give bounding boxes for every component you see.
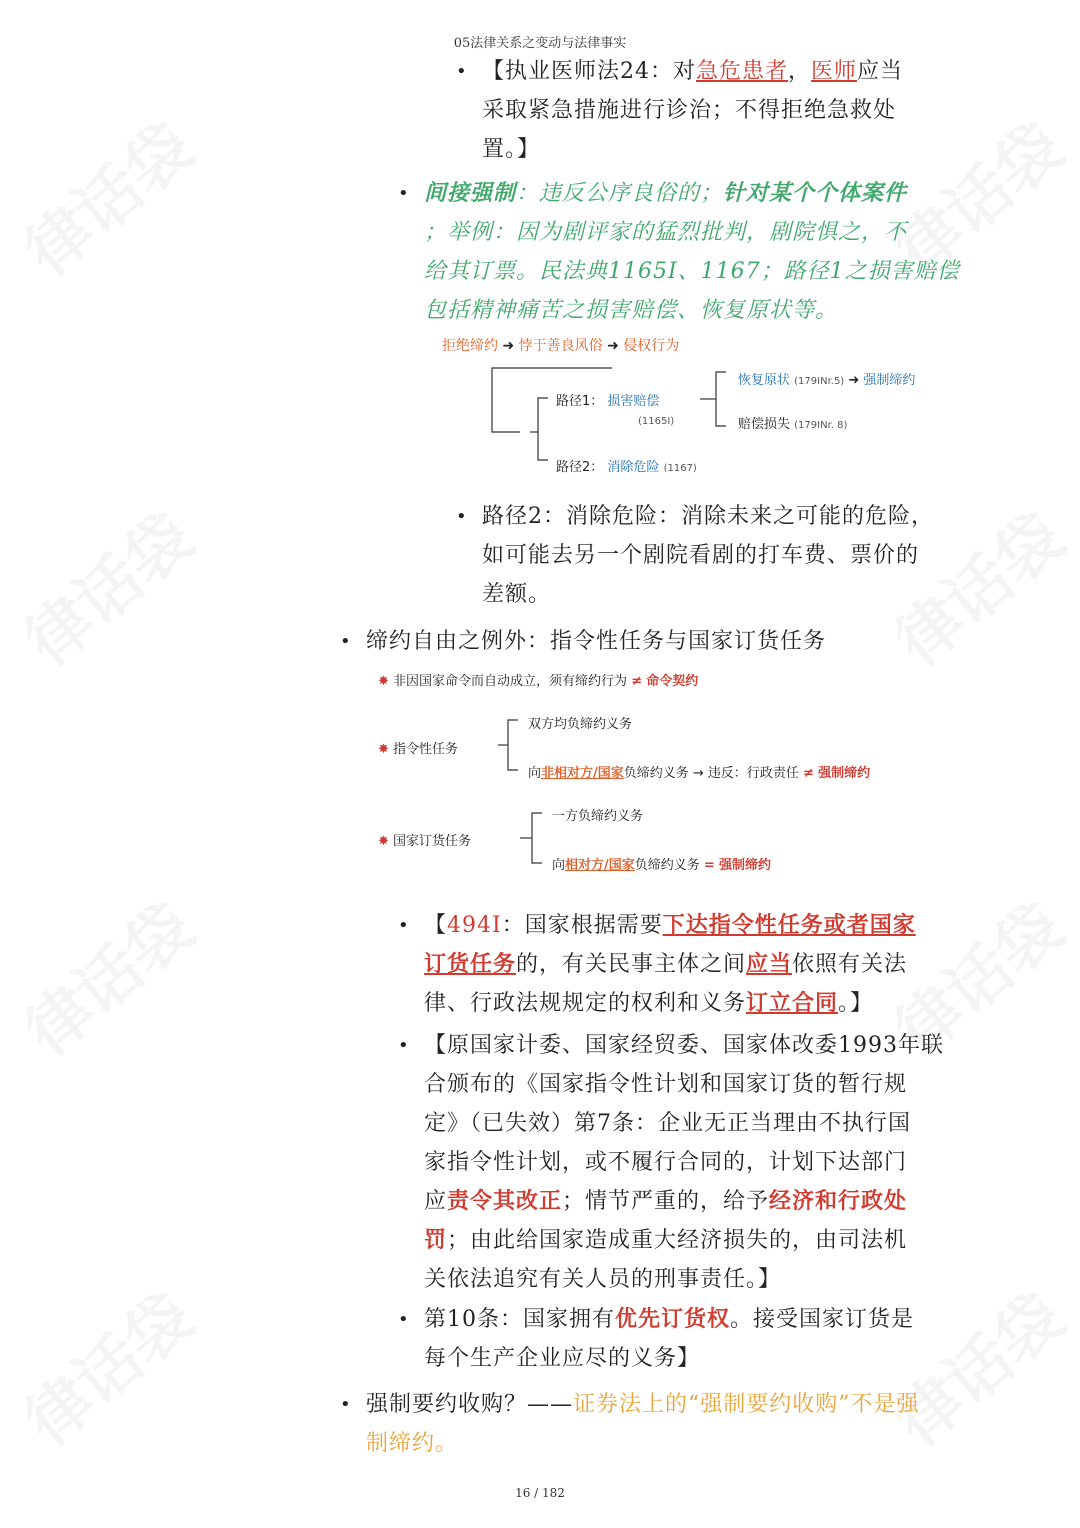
- highlight-text: 订货任务: [424, 951, 517, 977]
- line: 路径2：消除危险：消除未来之可能的危险，: [482, 504, 934, 529]
- bullet-path2: [456, 497, 982, 614]
- line: 家指令性计划，或不履行合同的，计划下达部门: [424, 1150, 908, 1175]
- restore-node: 恢复原状 (179INr.5) ➜ 强制缔约: [738, 373, 916, 388]
- watermark: [3, 99, 209, 293]
- bullet-dot: •: [398, 915, 410, 936]
- line: 每个生产企业应尽的义务】: [424, 1346, 701, 1371]
- watermark: [3, 879, 209, 1073]
- path2-label: 路径2： 消除危险 (1167): [556, 460, 697, 475]
- line: 制缔约。: [366, 1431, 459, 1456]
- line: 律、行政法规规定的权利和义务订立合同。】: [424, 990, 874, 1016]
- diagram-bracket-lines: [512, 805, 552, 875]
- bullet-indirect-compulsion: [398, 174, 1004, 330]
- line: 应责令其改正；情节严重的，给予经济和行政处: [424, 1188, 908, 1214]
- directive-label: ✸ 指令性任务: [378, 742, 459, 757]
- path1-ref: (1165I): [638, 416, 675, 427]
- line: 置。】: [482, 137, 541, 162]
- page-header: 05法律关系之变动与法律事实: [453, 36, 627, 51]
- bullet-dot: •: [398, 1309, 410, 1330]
- order-a: 一方负缔约义务: [552, 809, 644, 824]
- bullet-mandatory-tender: [340, 1385, 986, 1463]
- bullet-exceptions: [340, 622, 986, 661]
- star-icon: ✸: [378, 742, 389, 757]
- watermark: [3, 489, 209, 683]
- directive-b: 向非相对方/国家负缔约义务 → 违反：行政责任 ≠ 强制缔约: [528, 766, 871, 781]
- bullet-dot: •: [398, 183, 410, 204]
- directive-a: 双方均负缔约义务: [528, 717, 633, 732]
- line: 订货任务的，有关民事主体之间应当依照有关法: [424, 951, 908, 977]
- bullet-1993-regulation: [398, 1026, 1004, 1299]
- line: 【原国家计委、国家经贸委、国家体改委1993年联: [424, 1033, 944, 1058]
- bullet-494: [398, 906, 1004, 1023]
- page-number: 16 / 182: [515, 1486, 565, 1500]
- line: 给其订票。民法典1165I、1167；路径1之损害赔偿: [424, 259, 960, 284]
- line: 罚；由此给国家造成重大经济损失的，由司法机: [424, 1227, 908, 1253]
- star-icon: ✸: [378, 674, 389, 689]
- bullet-dot: •: [340, 1394, 352, 1415]
- line: 差额。: [482, 582, 552, 607]
- line: 合颁布的《国家指令性计划和国家订货的暂行规: [424, 1072, 908, 1097]
- diagram-top-flow: 拒绝缔约 ➜ 悖于善良风俗 ➜ 侵权行为: [442, 338, 680, 354]
- diagram-note: ✸ 非因国家命令而自动成立，须有缔约行为 ≠ 命令契约: [378, 674, 699, 689]
- bullet-dot: •: [456, 506, 468, 527]
- highlight-text: 订立合同: [746, 990, 839, 1016]
- highlight-text: 应当: [746, 951, 793, 977]
- bullet-dot: •: [340, 631, 352, 652]
- line: 第10条：国家拥有优先订货权。接受国家订货是: [424, 1306, 915, 1332]
- line: 间接强制：违反公序良俗的；针对某个个体案件: [424, 180, 908, 206]
- line: 【494I：国家根据需要下达指令性任务或者国家: [424, 912, 916, 938]
- highlight-text: 下达指令性任务或者国家: [662, 912, 916, 938]
- bullet-dot: •: [398, 1035, 410, 1056]
- line: 采取紧急措施进行诊治；不得拒绝急救处: [482, 98, 897, 123]
- line: 如可能去另一个剧院看剧的打车费、票价的: [482, 543, 920, 568]
- line: 包括精神痛苦之损害赔偿、恢复原状等。: [424, 298, 839, 323]
- bullet-article10: [398, 1300, 1004, 1378]
- highlight-text: 急危患者: [696, 59, 789, 84]
- bullet-medical-law: [456, 52, 982, 169]
- line: 关依法追究有关人员的刑事责任。】: [424, 1267, 782, 1292]
- line: 强制要约收购？——证券法上的“强制要约收购”不是强: [366, 1392, 920, 1417]
- bullet-dot: •: [456, 61, 468, 82]
- line: 定》（已失效）第7条：企业无正当理由不执行国: [424, 1111, 911, 1136]
- line: ；举例：因为剧评家的猛烈批判，剧院惧之，不: [424, 220, 908, 245]
- star-icon: ✸: [378, 834, 389, 849]
- watermark: [3, 1269, 209, 1463]
- line: 缔约自由之例外：指令性任务与国家订货任务: [366, 629, 827, 654]
- order-label: ✸ 国家订货任务: [378, 834, 472, 849]
- path1-label: 路径1： 损害赔偿: [556, 394, 660, 409]
- line: 【执业医师法24：对急危患者，医师应当: [482, 59, 904, 84]
- compensate-node: 赔偿损失 (179INr. 8): [738, 417, 848, 432]
- order-b: 向相对方/国家负缔约义务 = 强制缔约: [552, 858, 771, 873]
- highlight-text: 医师: [811, 59, 858, 84]
